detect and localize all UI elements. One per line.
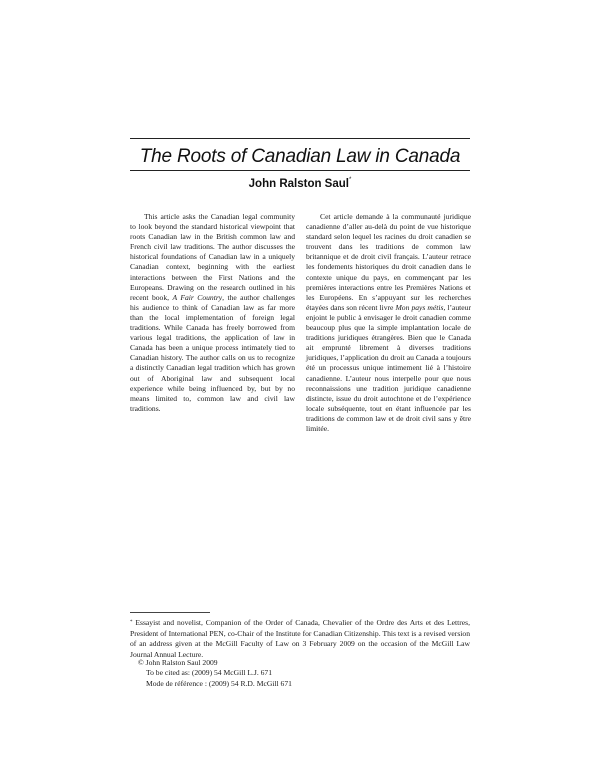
footnote-rule xyxy=(130,612,210,613)
citation-english: To be cited as: (2009) 54 McGill L.J. 671 xyxy=(146,668,273,678)
author-footnote-mark: * xyxy=(348,177,352,183)
abstract-fr-book-title: Mon pays métis xyxy=(395,302,444,312)
abstract-english xyxy=(130,212,295,414)
top-rule xyxy=(130,138,470,139)
article-author xyxy=(130,178,470,190)
abstract-fr-part2: , l’auteur enjoint le public à envisager le droit canadien comme beaucoup plus que la simple implantation locale de traditions juridiques étrangères. Bien que le Canada ait emprunté librement à diverses traditions juridiques, l’application du droit au Canada a toujours été un processus unique intimement lié à l’histoire canadienne. L’auteur nous interpelle pour que nous reconnaissions une tradition juridique canadienne distincte, issue du droit autochtone et de l’expérience locale subséquente, tout en étant influencée par les traditions de common law et de droit civil sans y être limitée. xyxy=(306,302,471,433)
citation-block xyxy=(138,658,292,689)
title-rule xyxy=(130,170,470,171)
abstract-fr-part1: Cet article demande à la communauté juridique canadienne d’aller au-delà du point de vue historique standard selon lequel les racines du droit canadien se trouvent dans les traditions de common law britannique et de droit civil français. L’auteur retrace les fondements historiques du droit canadien dans le contexte unique du pays, en commençant par les premières interactions entre les Premières Nations et les Européens. En s’appuyant sur les recherches étayées dans son récent livre xyxy=(306,212,471,312)
abstract-en-part2: , the author challenges his audience to think of Canadian law as far more than the local implementation of foreign legal traditions. While Canada has freely borrowed from various legal traditions, the application of law in Canada has been a unique process intimately tied to Canadian history. The author calls on us to recognize a distinctly Canadian legal tradition which has grown out of Aboriginal law and subsequent local experience while being influenced by, but by no means limited to, common law and civil law traditions. xyxy=(130,292,295,413)
footnote-mark: * xyxy=(130,620,133,625)
footnote xyxy=(130,618,470,660)
abstract-en-book-title: A Fair Country xyxy=(172,292,223,302)
author-name: John Ralston Saul xyxy=(248,178,349,190)
abstract-french xyxy=(306,212,471,434)
abstract-en-part1: This article asks the Canadian legal community to look beyond the standard historical viewpoint that roots Canadian law in the British common law and French civil law traditions. The author discusses the historical foundations of Canadian law in a uniquely Canadian context, beginning with the earliest interactions between the First Nations and the Europeans. Drawing on the research outlined in his recent book, xyxy=(130,212,295,302)
citation-french: Mode de référence : (2009) 54 R.D. McGill 671 xyxy=(146,678,292,688)
footnote-text: Essayist and novelist, Companion of the Order of Canada, Chevalier of the Ordre des Arts et des Lettres, President of International PEN, co-Chair of the Institute for Canadian Citizenship. This text is a revised version of an address given at the McGill Faculty of Law on 3 February 2009 on the occasion of the McGill Law Journal Annual Lecture. xyxy=(130,618,470,659)
article-title: The Roots of Canadian Law in Canada xyxy=(139,146,461,167)
copyright-line: © John Ralston Saul 2009 xyxy=(138,658,218,667)
